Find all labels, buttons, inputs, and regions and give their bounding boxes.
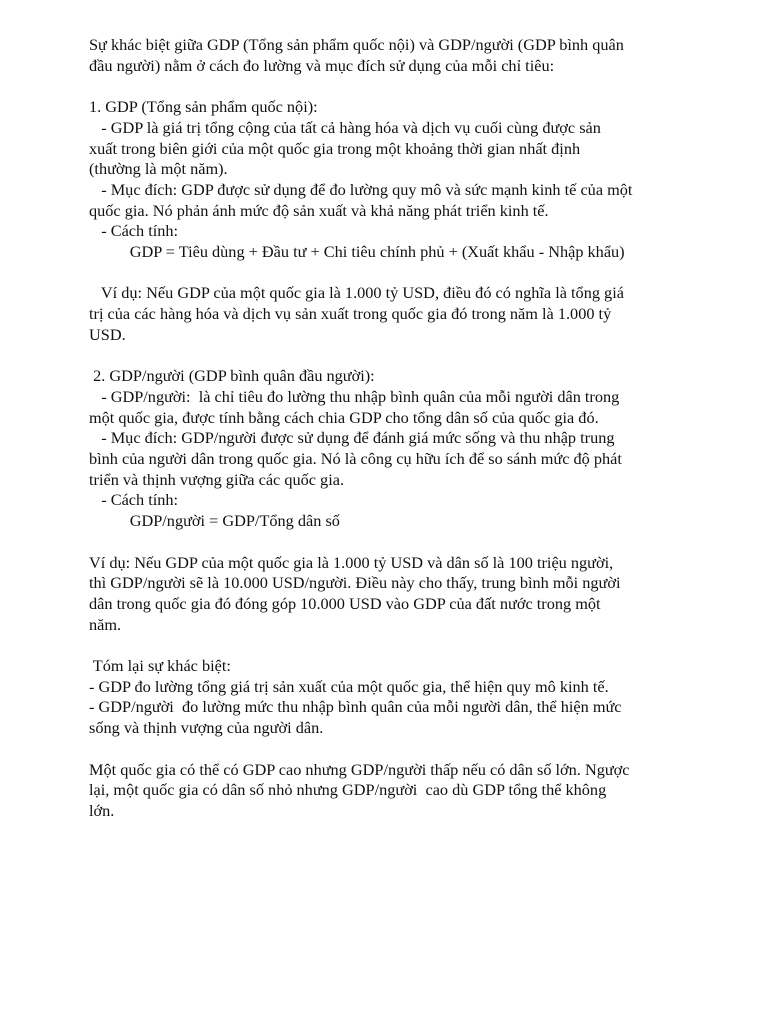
formula-line: GDP = Tiêu dùng + Đầu tư + Chi tiêu chính phủ + (Xuất khẩu - Nhập khẩu) <box>89 242 625 262</box>
text-line: một quốc gia, được tính bằng cách chia GDP cho tổng dân số của quốc gia đó. <box>89 407 599 427</box>
conclusion-paragraph <box>89 760 689 822</box>
text-line: lớn. <box>89 800 115 820</box>
blank-line <box>89 76 689 97</box>
example-line: trị của các hàng hóa và dịch vụ sản xuất trong quốc gia đó trong năm là 1.000 tỷ <box>89 304 612 324</box>
text-line: Một quốc gia có thể có GDP cao nhưng GDP/người thấp nếu có dân số lớn. Ngược <box>89 759 630 779</box>
blank-line <box>89 635 689 656</box>
example-line: Ví dụ: Nếu GDP của một quốc gia là 1.000 tỷ USD và dân số là 100 triệu người, <box>89 552 614 572</box>
method-label: - Cách tính: <box>89 490 179 510</box>
document-page <box>89 35 689 822</box>
text-line: (thường là một năm). <box>89 159 228 179</box>
text-line: Sự khác biệt giữa GDP (Tổng sản phẩm quốc nội) và GDP/người (GDP bình quân <box>89 35 624 54</box>
summary-point: - GDP đo lường tổng giá trị sản xuất của một quốc gia, thể hiện quy mô kinh tế. <box>89 676 609 696</box>
text-line: - Mục đích: GDP/người được sử dụng để đánh giá mức sống và thu nhập trung <box>89 428 615 448</box>
blank-line <box>89 532 689 553</box>
summary-section <box>89 656 689 739</box>
example-line: dân trong quốc gia đó đóng góp 10.000 USD vào GDP của đất nước trong một <box>89 593 601 613</box>
text-line: xuất trong biên giới của một quốc gia trong một khoảng thời gian nhất định <box>89 138 581 158</box>
example-line: USD. <box>89 324 126 344</box>
text-line: - GDP/người: là chỉ tiêu đo lường thu nhập bình quân của mỗi người dân trong <box>89 386 620 406</box>
method-label: - Cách tính: <box>89 221 179 241</box>
text-line: - GDP là giá trị tổng cộng của tất cả hàng hóa và dịch vụ cuối cùng được sản <box>89 117 601 137</box>
text-line: đầu người) nằm ở cách đo lường và mục đích sử dụng của mỗi chỉ tiêu: <box>89 55 555 75</box>
blank-line <box>89 263 689 284</box>
section-heading: 2. GDP/người (GDP bình quân đầu người): <box>89 366 375 386</box>
blank-line <box>89 739 689 760</box>
section-gdp <box>89 97 689 345</box>
text-line: triển và thịnh vượng giữa các quốc gia. <box>89 469 345 489</box>
summary-heading: Tóm lại sự khác biệt: <box>89 656 231 676</box>
summary-point: - GDP/người đo lường mức thu nhập bình quân của mỗi người dân, thể hiện mức <box>89 697 622 717</box>
text-line: - Mục đích: GDP được sử dụng để đo lường quy mô và sức mạnh kinh tế của một <box>89 179 633 199</box>
summary-point: sống và thịnh vượng của người dân. <box>89 718 324 738</box>
text-line: quốc gia. Nó phản ánh mức độ sản xuất và khả năng phát triển kinh tế. <box>89 200 549 220</box>
example-line: thì GDP/người sẽ là 10.000 USD/người. Điều này cho thấy, trung bình mỗi người <box>89 573 621 593</box>
example-line: Ví dụ: Nếu GDP của một quốc gia là 1.000 tỷ USD, điều đó có nghĩa là tổng giá <box>89 283 624 303</box>
text-line: bình của người dân trong quốc gia. Nó là công cụ hữu ích để so sánh mức độ phát <box>89 449 622 469</box>
example-line: năm. <box>89 614 122 634</box>
section-gdp-per-capita <box>89 366 689 635</box>
text-line: lại, một quốc gia có dân số nhỏ nhưng GDP/người cao dù GDP tổng thể không <box>89 780 607 800</box>
section-heading: 1. GDP (Tổng sản phẩm quốc nội): <box>89 97 318 117</box>
formula-line: GDP/người = GDP/Tổng dân số <box>89 511 340 531</box>
blank-line <box>89 346 689 367</box>
intro-paragraph <box>89 35 689 76</box>
